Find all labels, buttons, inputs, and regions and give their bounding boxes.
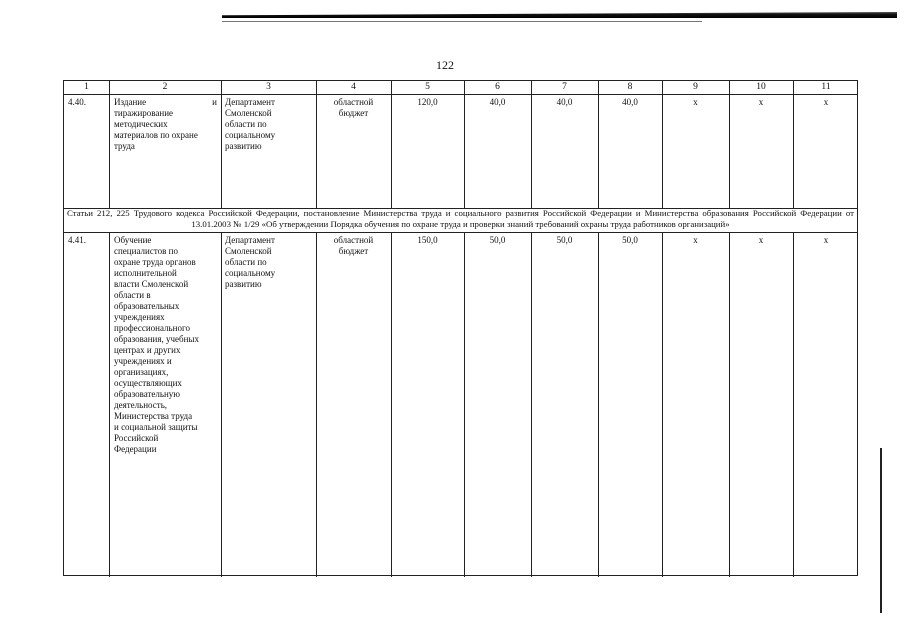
funding-source-line: областной xyxy=(333,235,374,245)
column-header: 2 xyxy=(162,82,168,92)
activity-line: исполнительной xyxy=(114,268,177,278)
col-divider xyxy=(662,232,663,577)
value-cell: х xyxy=(758,235,764,245)
activity-line: материалов по охране xyxy=(114,130,198,140)
executor-line: Департамент xyxy=(225,97,275,107)
activity-line: Российской xyxy=(114,433,159,443)
value-cell: 150,0 xyxy=(417,235,438,245)
activity-line: труда xyxy=(114,141,135,151)
row-number: 4.40. xyxy=(68,97,86,107)
executor-cell xyxy=(225,235,313,290)
value-cell: 40,0 xyxy=(489,97,506,107)
funding-source-cell xyxy=(316,97,391,119)
row-number: 4.41. xyxy=(68,235,86,245)
column-header: 5 xyxy=(425,82,430,92)
column-header: 3 xyxy=(266,82,271,92)
funding-source-cell xyxy=(316,235,391,257)
col-divider xyxy=(598,232,599,577)
value-cell: х xyxy=(823,235,829,245)
executor-line: Смоленской xyxy=(225,108,272,118)
activity-line: образовательных xyxy=(114,301,180,311)
activity-line: специалистов по xyxy=(114,246,178,256)
value-cell: 50,0 xyxy=(622,235,638,245)
activity-line: и социальной защиты xyxy=(114,422,198,432)
activity-line: учреждениях и xyxy=(114,356,172,366)
activity-line: охране труда органов xyxy=(114,257,196,267)
activity-line: образовательную xyxy=(114,389,181,399)
funding-source-line: бюджет xyxy=(338,246,369,256)
col-divider xyxy=(793,232,794,577)
activity-line: профессионального xyxy=(114,323,190,333)
executor-cell xyxy=(225,97,313,152)
executor-line: области по xyxy=(225,119,267,129)
value-cell: 40,0 xyxy=(556,97,573,107)
activity-line: тиражирование xyxy=(114,108,174,118)
scan-margin-mark xyxy=(880,448,882,613)
activity-cell xyxy=(114,235,217,455)
executor-line: развитию xyxy=(225,141,262,151)
scan-edge-bar xyxy=(222,12,897,18)
col-divider xyxy=(391,232,392,577)
activity-cell xyxy=(114,97,217,152)
activity-line: области в xyxy=(114,290,151,300)
executor-line: Смоленской xyxy=(225,246,272,256)
activity-line: образования, учебных xyxy=(114,334,199,344)
page-number: 122 xyxy=(436,58,454,72)
value-cell: х xyxy=(823,97,829,107)
activity-line: Федерации xyxy=(114,444,157,454)
activity-line: Обучение xyxy=(114,235,152,245)
col-divider xyxy=(109,232,110,577)
scan-edge-line xyxy=(222,21,702,22)
value-cell: х xyxy=(693,97,698,107)
column-header: 1 xyxy=(84,82,89,92)
column-header: 7 xyxy=(562,82,567,92)
column-header: 11 xyxy=(821,82,831,92)
activity-line: Издание и xyxy=(114,97,217,107)
col-divider xyxy=(221,81,222,208)
executor-line: области по xyxy=(225,257,267,267)
value-cell: х xyxy=(758,97,764,107)
column-header: 4 xyxy=(351,82,356,92)
col-divider xyxy=(316,232,317,577)
col-divider xyxy=(531,232,532,577)
value-cell: 50,0 xyxy=(556,235,573,245)
executor-line: Департамент xyxy=(225,235,275,245)
executor-line: социальному xyxy=(225,268,276,278)
executor-line: социальному xyxy=(225,130,276,140)
activity-line: деятельность, xyxy=(114,400,168,410)
activity-line: Министерства труда xyxy=(114,411,193,421)
value-cell: 50,0 xyxy=(489,235,506,245)
column-header: 10 xyxy=(756,82,766,92)
column-header: 8 xyxy=(627,82,633,92)
activity-line: учреждениях xyxy=(114,312,165,322)
activity-line: центрах и других xyxy=(114,345,181,355)
col-divider xyxy=(729,232,730,577)
activity-line: власти Смоленской xyxy=(114,279,189,289)
funding-source-line: областной xyxy=(333,97,374,107)
value-cell: 40,0 xyxy=(622,97,638,107)
activity-line: методических xyxy=(114,119,168,129)
value-cell: 120,0 xyxy=(417,97,438,107)
col-divider xyxy=(109,81,110,208)
row-divider xyxy=(64,232,857,233)
col-divider xyxy=(464,232,465,577)
activity-line: осуществляющих xyxy=(114,378,182,388)
executor-line: развитию xyxy=(225,279,262,289)
funding-source-line: бюджет xyxy=(338,108,369,118)
column-header: 9 xyxy=(693,82,698,92)
row-divider xyxy=(64,94,857,95)
column-header: 6 xyxy=(495,82,500,92)
col-divider xyxy=(221,232,222,577)
program-table xyxy=(63,80,858,576)
value-cell: х xyxy=(693,235,698,245)
activity-line: организациях, xyxy=(114,367,169,377)
legal-basis-note: Статьи 212, 225 Трудового кодекса Российской Федерации, постановление Министерства труда и социального развития Российской Федерации и Министерства образования Российской Федерации от 13.01.2003 № 1/29 «Об утверждении Порядка обучения по охране труда и проверки знаний требований охраны труда работников организаций» xyxy=(67,208,854,229)
